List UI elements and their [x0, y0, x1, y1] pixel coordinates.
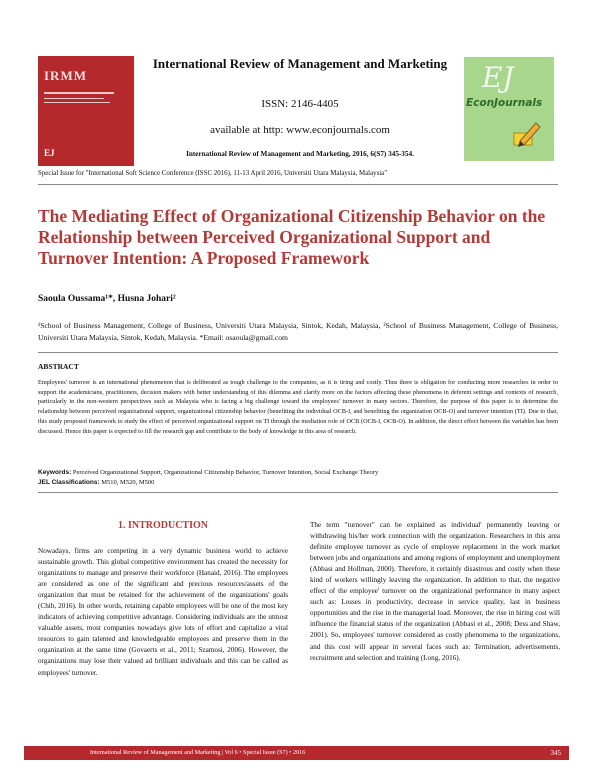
keywords-block [38, 468, 558, 488]
cover-rule [44, 98, 104, 99]
logo-word: EconJournals [466, 97, 543, 109]
authors: Saoula Oussama¹*, Husna Johari² [38, 294, 176, 304]
journal-cover-image [38, 56, 134, 166]
special-issue-note: Special Issue for "International Soft Science Conference (ISSC 2016), 11-13 April 2016, Universiti Utara Malaysia, Malaysia" [38, 170, 388, 177]
keywords-line [38, 468, 558, 478]
pencil-icon [512, 119, 542, 149]
jel-line [38, 478, 558, 488]
abstract-heading: ABSTRACT [38, 362, 79, 371]
keywords-value: Perceived Organizational Support, Organizational Citizenship Behavior, Turnover Intention, Social Exchange Theory [71, 469, 379, 476]
cover-badge: EJ [44, 148, 55, 158]
availability-link[interactable]: available at http: www.econjournals.com [210, 124, 390, 136]
paper-title: The Mediating Effect of Organizational Citizenship Behavior on the Relationship between Perceived Organizational Support and Turnover Intention: A Proposed Framework [38, 206, 546, 268]
journal-title: International Review of Management and Marketing [152, 56, 448, 71]
issn: ISSN: 2146-4405 [261, 98, 339, 110]
cover-rule [44, 92, 114, 94]
section-heading-introduction: 1. INTRODUCTION [117, 520, 208, 531]
logo-letters: EJ [482, 61, 514, 94]
jel-label: JEL Classifications: [38, 479, 100, 486]
divider [38, 184, 558, 185]
right-column-text: The term "turnover" can be explained as individual' permanently leaving or withdrawing his/her work connection with the organization. Researchers in this area definite employee turnover as cycle of employee replacement in the work market between jobs and organizations and among regions of employment and unemployment (Abbasi and Hollman, 2000). Therefore, it certainly disastrous and costly when these kind of workers willingly leaving the organization. In addition to that, the negative effect of the employee' turnover on the organizational performance in many aspect such as: Losses in productivity, decrease in service quality, last in business opportunities and the rise in the managerial load. Moreover, the rise in hiring cost will influence the financial status of the organization (Abbasi et al., 2008; Dess and Shaw, 2001). So, employees' turnover considered as costly phenomena to the organizations, and this cost will appear in several faces such as: Termination, advertisements, recruitment and selection and training (Long, 2016). [310, 521, 560, 662]
left-column-text: Nowadays, firms are competing in a very dynamic business world to achieve sustainable growth. This global competitive environment has created the necessity for organizations to manage and preserve their workforce (Hanaid, 2016). The employees are considered as one of the significant and precious resources/assets of the organization that must be retained for the achievement of the organizations' goals (Chib, 2016). In other words, retaining capable employees will be one of the most key indicators of achieving competitive advantage. Considering individuals are the utmost valuable assets, most companies nowadays give lots of effort and capitalize a vital resources to gain talented and knowledgeable employees and preserve them in the organization at the same time (Govaerts et al., 2011; Szamosi, 2006). However, the organizations may lose their valued ad brilliant individuals and this can be called as employees' turnover. [38, 547, 288, 677]
citation-line: International Review of Management and Marketing, 2016, 6(S7) 345-354. [186, 150, 414, 158]
page-number: 345 [550, 749, 561, 757]
cover-title: IRMM [44, 68, 87, 83]
affiliations: ¹School of Business Management, College of Business, Universiti Utara Malaysia, Sintok, Kedah, Malaysia, ²School of Business Management, College of Business, Universiti Utara Malaysia, Sintok, Kedah, Malaysia. *Email: osaoula@gmail.com [38, 321, 558, 342]
keywords-label: Keywords: [38, 469, 72, 476]
page-footer [24, 746, 569, 760]
econjournals-logo [464, 57, 554, 161]
jel-value: M510, M520, M500 [99, 479, 155, 486]
divider [38, 352, 558, 353]
cover-rule [44, 102, 110, 103]
divider [38, 492, 558, 493]
footer-journal: International Review of Management and Marketing | Vol 6 • Special Issue (S7) • 2016 [90, 749, 306, 756]
abstract-text: Employees' turnover is an international phenomenon that is deliberated as tough challenge to the companies, as it is tiring and costly. Thus there is obligation for conducting more researches in order to support the academicians, practitioners, decision makers with better understanding of this dilemma and clarify more on the factors affecting these phenomena in deferent settings and contexts of research, particularly in the non-western perspectives such as Malaysia who is facing a big challenge toward the employees' turnover in many sectors. Therefore, the purpose of this paper is to determine the relationship between perceived organizational support, organizational citizenship behavior (benefiting the individual OCB-I, and benefiting the organization OCB-O) and turnover intention (TI). Due to that, this study proposed framework to study the effect of perceived organizational support on TI through the mediation role of OCB (OCB-I, OCB-O). In addition, the direct effect between the variables has been discussed. Hence this paper is expected to fill the research gap and contribute to the body of knowledge in this area of research. [38, 379, 558, 435]
